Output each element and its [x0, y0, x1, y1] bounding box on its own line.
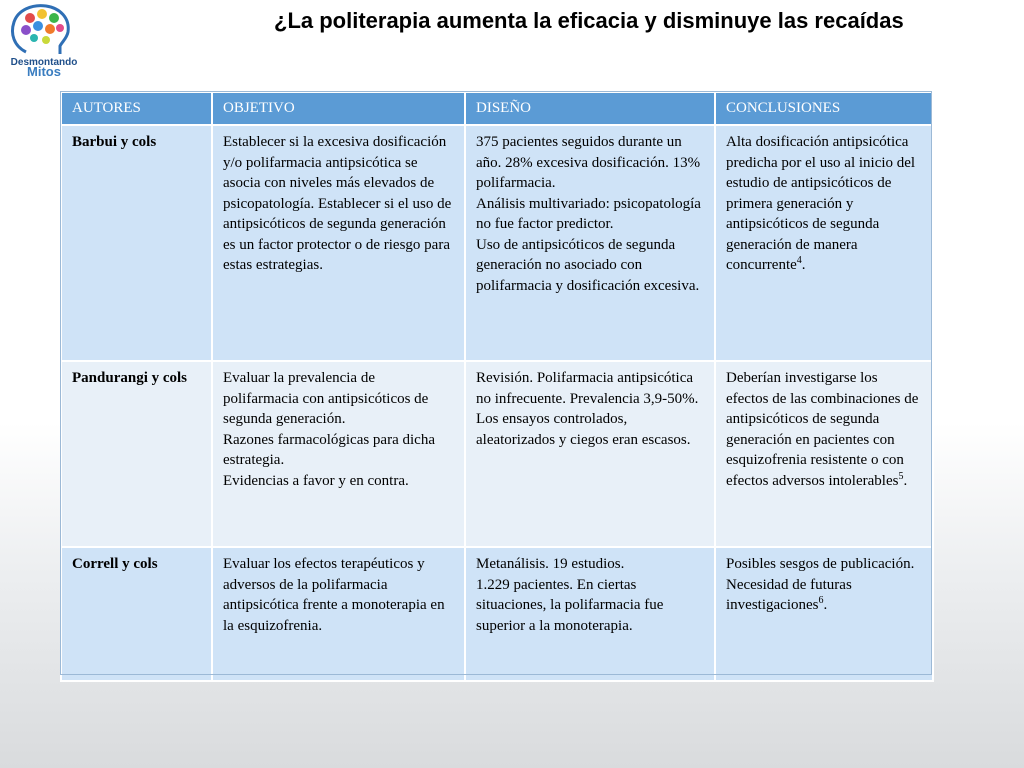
table-row	[61, 361, 933, 547]
table-header-row	[61, 92, 933, 125]
cell-conclusion: Alta dosificación antipsicótica predicha por el uso al inicio del estudio de antipsicóticos de primera generación y antipsicóticos de segunda generación de manera concurrente$^4$.	[715, 125, 933, 361]
logo-line1: Desmontando	[10, 57, 78, 68]
conclusion-text: Deberían investigarse los efectos de las combinaciones de antipsicóticos de segunda generación en pacientes con esquizofrenia resistente o con efectos adversos intolerables	[726, 370, 919, 489]
brain-head-icon	[4, 2, 84, 58]
table-row	[61, 125, 933, 361]
objective-line: Evidencias a favor y en contra.	[223, 472, 409, 489]
cell-author: Pandurangi y cols	[61, 361, 212, 547]
design-line: 1.229 pacientes. En ciertas situaciones, la polifarmacia fue superior a la monoterapia.	[476, 576, 664, 634]
cell-design	[465, 125, 715, 361]
design-line: Análisis multivariado: psicopatología no fue factor predictor.	[476, 195, 701, 232]
cell-conclusion: Deberían investigarse los efectos de las combinaciones de antipsicóticos de segunda generación en pacientes con esquizofrenia resistente o con efectos adversos intolerables$^5$.	[715, 361, 933, 547]
objective-line: Razones farmacológicas para dicha estrategia.	[223, 431, 435, 468]
cell-objective	[212, 361, 465, 547]
conclusion-line: Posibles sesgos de publicación.	[726, 556, 915, 572]
design-line: Metanálisis. 19 estudios.	[476, 556, 625, 572]
cell-design	[465, 547, 715, 681]
cell-design	[465, 361, 715, 547]
reference-number: 4	[796, 255, 802, 266]
cell-objective: Establecer si la excesiva dosificación y/o polifarmacia antipsicótica se asocia con niveles más elevados de psicopatología. Establecer si el uso de antipsicóticos de segunda generación es un factor protector o de riesgo para estas estrategias.	[212, 125, 465, 361]
design-line: 375 pacientes seguidos durante un año. 28% excesiva dosificación. 13% polifarmacia.	[476, 134, 701, 191]
header-objetivo: OBJETIVO	[212, 92, 465, 125]
design-line: Los ensayos controlados, aleatorizados y ciegos eran escasos.	[476, 411, 691, 448]
conclusion-line: Necesidad de futuras investigaciones	[726, 576, 852, 613]
cell-author: Correll y cols	[61, 547, 212, 681]
studies-table	[60, 91, 934, 682]
cell-author: Barbui y cols	[61, 125, 212, 361]
reference-number: 5	[898, 470, 904, 482]
logo-line2: Mitos	[27, 64, 61, 79]
reference-number: 6	[818, 595, 824, 606]
table-row	[61, 547, 933, 681]
conclusion-line: predicha por el uso al inicio del estudio de antipsicóticos de primera generación y antipsicóticos de segunda generación de manera concurrente	[726, 154, 916, 273]
objective-line: Evaluar la prevalencia de polifarmacia con antipsicóticos de segunda generación.	[223, 370, 429, 427]
header-autores: AUTORES	[61, 92, 212, 125]
header-conclusiones: CONCLUSIONES	[715, 92, 933, 125]
logo	[0, 0, 88, 78]
design-line: Uso de antipsicóticos de segunda generación no asociado con polifarmacia y dosificación excesiva.	[476, 236, 700, 294]
cell-objective: Evaluar los efectos terapéuticos y adversos de la polifarmacia antipsicótica frente a monoterapia en la esquizofrenia.	[212, 547, 465, 681]
conclusion-line: Alta dosificación antipsicótica	[726, 134, 909, 150]
slide-title: ¿La politerapia aumenta la eficacia y disminuye las recaídas	[274, 8, 904, 33]
design-line: Revisión. Polifarmacia antipsicótica no infrecuente. Prevalencia 3,9-50%.	[476, 370, 699, 407]
cell-conclusion: Posibles sesgos de publicación. Necesidad de futuras investigaciones$^6$.	[715, 547, 933, 681]
header-diseno: DISEÑO	[465, 92, 715, 125]
